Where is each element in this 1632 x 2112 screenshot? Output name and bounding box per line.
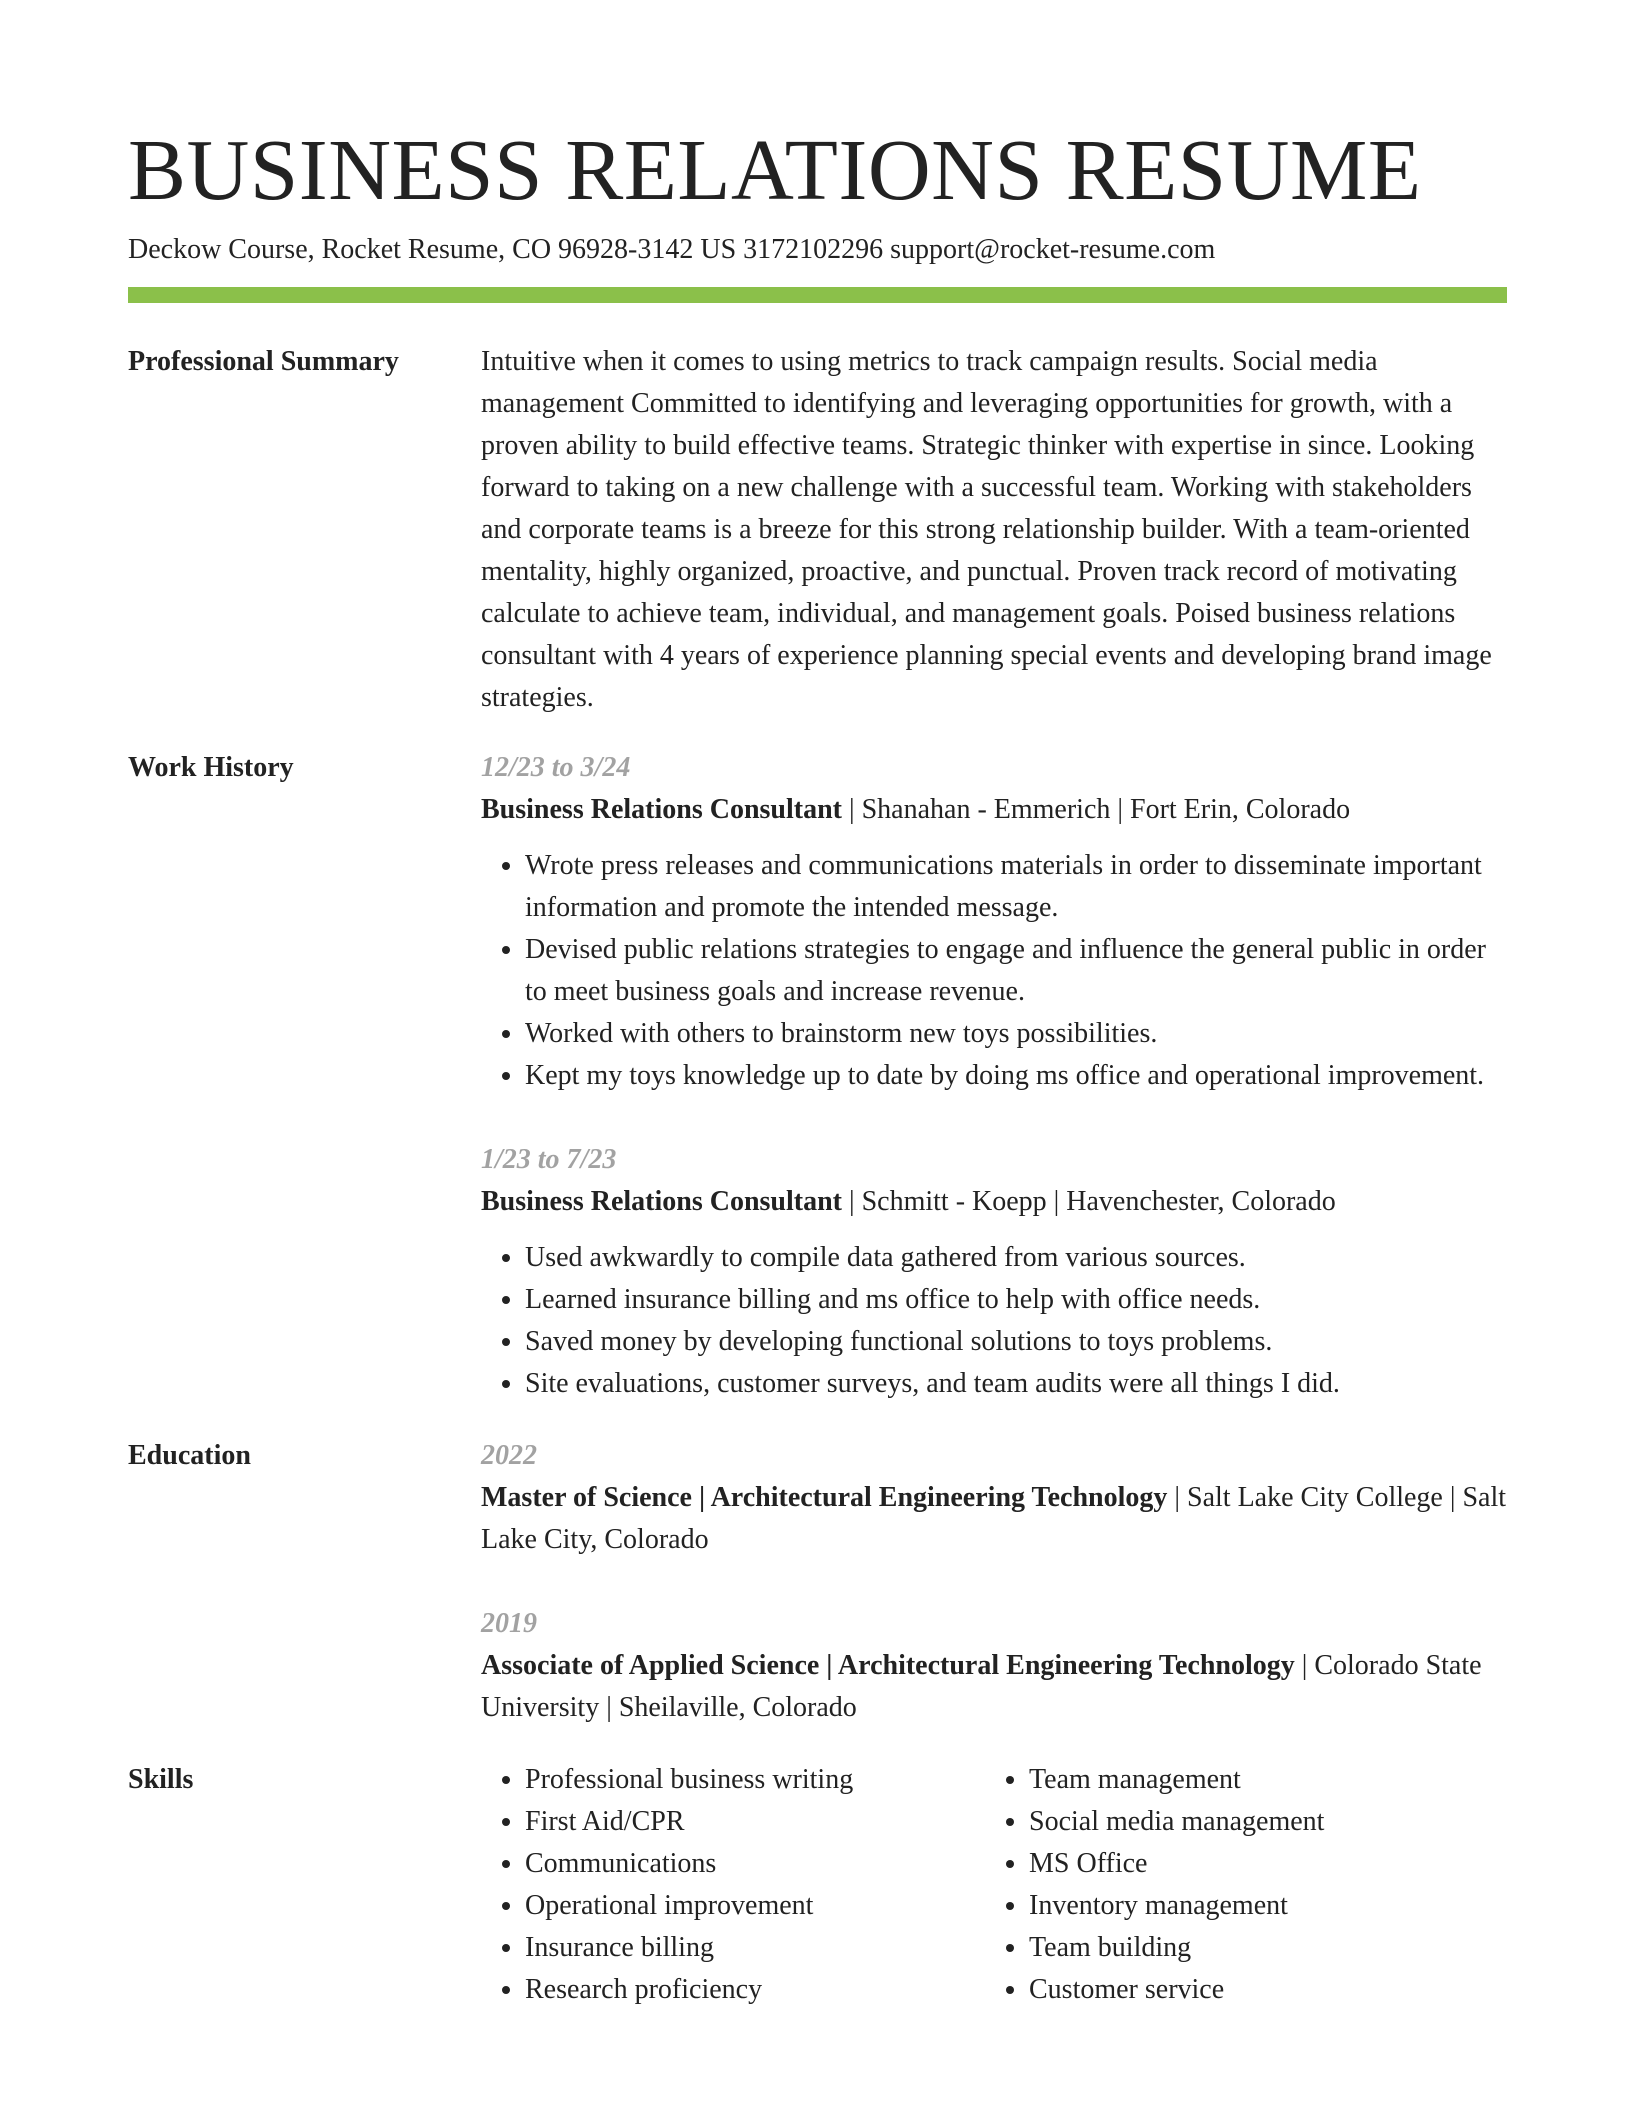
skill-item: • Inventory management	[1029, 1885, 1489, 1927]
job-role-line	[481, 789, 1507, 831]
education-year: 2022	[481, 1440, 537, 1471]
resume-page	[128, 0, 1507, 2011]
job-details: | Schmitt - Koepp | Havenchester, Colorado	[841, 1186, 1336, 1217]
list-item: • Kept my toys knowledge up to date by doing ms office and operational improvement.	[525, 1055, 1507, 1097]
skill-item: • Communications	[525, 1843, 985, 1885]
skills-section	[128, 1759, 1507, 2011]
skill-item: • Insurance billing	[525, 1927, 985, 1969]
job-title: Business Relations Consultant	[481, 794, 842, 825]
job-bullets	[481, 1237, 1507, 1405]
contact-line: Deckow Course, Rocket Resume, CO 96928-3142 US 3172102296 support@rocket-resume.com	[128, 234, 1216, 265]
school-details: | Colorado State University | Sheilaville, Colorado	[481, 1650, 1482, 1723]
job-role-line	[481, 1181, 1507, 1223]
work-history-section	[128, 747, 1507, 1405]
job-entry	[481, 747, 1507, 1097]
education-entry	[481, 1603, 1507, 1729]
skill-item: • Research proficiency	[525, 1969, 985, 2011]
resume-title: BUSINESS RELATIONS RESUME	[128, 121, 1422, 218]
degree-name: Associate of Applied Science | Architectural Engineering Technology	[481, 1650, 1295, 1681]
skills-list-right	[985, 1759, 1489, 2011]
list-item: • Worked with others to brainstorm new toys possibilities.	[525, 1013, 1507, 1055]
education-label: Education	[128, 1440, 251, 1471]
skill-item: • Professional business writing	[525, 1759, 985, 1801]
work-history-label: Work History	[128, 752, 294, 783]
education-line	[481, 1645, 1507, 1729]
job-dates: 12/23 to 3/24	[481, 752, 631, 783]
summary-section	[128, 341, 1507, 719]
skill-item: • MS Office	[1029, 1843, 1489, 1885]
skills-label: Skills	[128, 1764, 194, 1795]
list-item: • Saved money by developing functional solutions to toys problems.	[525, 1321, 1507, 1363]
school-details: | Salt Lake City College | Salt Lake City, Colorado	[481, 1482, 1507, 1555]
degree-name: Master of Science | Architectural Engineering Technology	[481, 1482, 1168, 1513]
skill-item: • Operational improvement	[525, 1885, 985, 1927]
skills-columns	[481, 1759, 1507, 2011]
list-item: • Site evaluations, customer surveys, and team audits were all things I did.	[525, 1363, 1507, 1405]
education-year: 2019	[481, 1608, 537, 1639]
skill-item: • Social media management	[1029, 1801, 1489, 1843]
list-item: • Used awkwardly to compile data gathered from various sources.	[525, 1237, 1507, 1279]
education-entry	[481, 1435, 1507, 1561]
summary-text: Intuitive when it comes to using metrics to track campaign results. Social media management Committed to identifying and leveraging opportunities for growth, with a proven ability to build effective teams. Strategic thinker with expertise in since. Looking forward to taking on a new challenge with a successful team. Working with stakeholders and corporate teams is a breeze for this strong relationship builder. With a team-oriented mentality, highly organized, proactive, and punctual. Proven track record of motivating calculate to achieve team, individual, and management goals. Poised business relations consultant with 4 years of experience planning special events and developing brand image strategies.	[481, 346, 1492, 713]
skill-item: • Customer service	[1029, 1969, 1489, 2011]
list-item: • Learned insurance billing and ms office to help with office needs.	[525, 1279, 1507, 1321]
education-line	[481, 1477, 1507, 1561]
job-dates: 1/23 to 7/23	[481, 1144, 617, 1175]
skill-item: • Team management	[1029, 1759, 1489, 1801]
skills-list-left	[481, 1759, 985, 2011]
education-section	[128, 1435, 1507, 1729]
job-details: | Shanahan - Emmerich | Fort Erin, Colorado	[841, 794, 1351, 825]
job-entry	[481, 1139, 1507, 1405]
skill-item: • First Aid/CPR	[525, 1801, 985, 1843]
job-title: Business Relations Consultant	[481, 1186, 842, 1217]
job-bullets	[481, 845, 1507, 1097]
list-item: • Wrote press releases and communications materials in order to disseminate important information and promote the intended message.	[525, 845, 1507, 929]
list-item: • Devised public relations strategies to engage and influence the general public in order to meet business goals and increase revenue.	[525, 929, 1507, 1013]
skill-item: • Team building	[1029, 1927, 1489, 1969]
accent-divider	[128, 287, 1507, 303]
summary-label: Professional Summary	[128, 346, 399, 377]
